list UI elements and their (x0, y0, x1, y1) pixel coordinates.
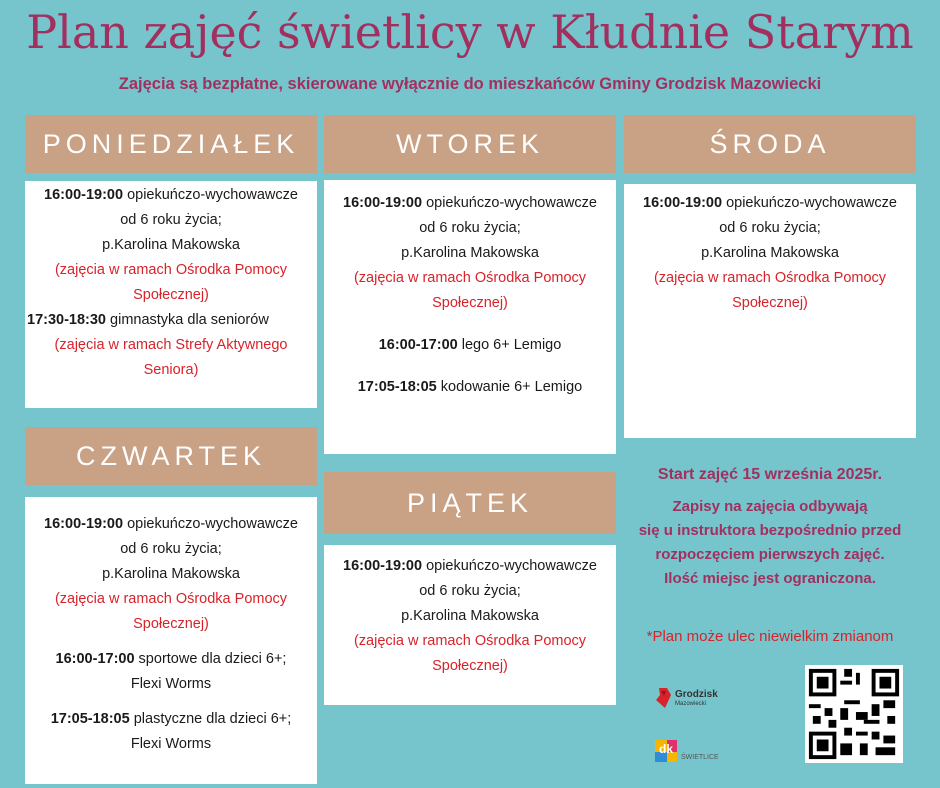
activity-text: opiekuńczo-wychowawcze (422, 558, 597, 574)
program-note: Społecznej) (133, 287, 209, 303)
day-header-thursday (25, 427, 317, 485)
day-header-friday (324, 472, 616, 534)
page-title: Plan zajęć świetlicy w Kłudnie Starym (26, 5, 914, 59)
program-note: (zajęcia w ramach Ośrodka Pomocy (353, 270, 587, 286)
qr-code-image (805, 665, 903, 763)
schedule-entry (324, 375, 616, 400)
logo-text: Grodzisk (675, 689, 718, 700)
activity-text: opiekuńczo-wychowawcze (722, 195, 897, 211)
grodzisk-logo (653, 686, 733, 712)
activity-text: opiekuńczo-wychowawcze (422, 195, 597, 211)
program-note: Społecznej) (133, 616, 209, 632)
start-date-text: Start zajęć 15 września 2025r. (657, 466, 883, 483)
logo-subtext: Mazowiecki (675, 701, 707, 707)
teacher-text: p.Karolina Makowska (102, 566, 240, 582)
time-slot: 17:05-18:05 (50, 711, 130, 727)
schedule-entry (25, 707, 317, 732)
time-slot: 16:00-17:00 (55, 651, 135, 667)
age-text: od 6 roku życia; (419, 220, 521, 236)
age-text: od 6 roku życia; (719, 220, 821, 236)
time-slot: 16:00-19:00 (44, 516, 124, 532)
instructor-text: Flexi Worms (130, 736, 212, 752)
schedule-entry (25, 308, 317, 333)
day-header-monday (25, 115, 317, 173)
schedule-card-friday (324, 545, 616, 705)
signup-line: Ilość miejsc jest ograniczona. (664, 570, 876, 587)
time-slot: 17:30-18:30 (27, 312, 106, 328)
program-note: (zajęcia w ramach Ośrodka Pomocy (353, 633, 587, 649)
signup-info (624, 495, 916, 591)
program-note: (zajęcia w ramach Ośrodka Pomocy (653, 270, 887, 286)
activity-text: gimnastyka dla seniorów (106, 312, 269, 328)
teacher-text: p.Karolina Makowska (401, 245, 539, 261)
activity-text: sportowe dla dzieci 6+; (134, 651, 287, 667)
page-subtitle: Zajęcia są bezpłatne, skierowane wyłącznie do mieszkańców Gminy Grodzisk Mazowiecki (118, 75, 822, 93)
schedule-entry (25, 647, 317, 672)
teacher-text: p.Karolina Makowska (701, 245, 839, 261)
activity-text: plastyczne dla dzieci 6+; (129, 711, 292, 727)
qr-code (805, 665, 903, 763)
program-note: Seniora) (143, 362, 199, 378)
signup-line: rozpoczęciem pierwszych zajęć. (655, 546, 885, 563)
age-text: od 6 roku życia; (419, 583, 521, 599)
teacher-text: p.Karolina Makowska (401, 608, 539, 624)
schedule-entry (25, 183, 317, 208)
schedule-card-tuesday (324, 180, 616, 454)
program-note: (zajęcia w ramach Ośrodka Pomocy (54, 262, 288, 278)
time-slot: 16:00-19:00 (343, 558, 423, 574)
schedule-entry (324, 191, 616, 216)
activity-text: kodowanie 6+ Lemigo (436, 379, 583, 395)
program-note: (zajęcia w ramach Ośrodka Pomocy (54, 591, 288, 607)
day-label: CZWARTEK (75, 440, 266, 471)
schedule-entry (624, 191, 916, 216)
day-label: PONIEDZIAŁEK (42, 128, 300, 159)
time-slot: 16:00-19:00 (44, 187, 124, 203)
disclaimer-note: *Plan może ulec niewielkim zmianom (646, 628, 894, 645)
time-slot: 16:00-19:00 (643, 195, 723, 211)
program-note: Społecznej) (432, 295, 508, 311)
signup-line: się u instruktora bezpośrednio przed (638, 522, 902, 539)
age-text: od 6 roku życia; (120, 541, 222, 557)
program-note: Społecznej) (732, 295, 808, 311)
activity-text: opiekuńczo-wychowawcze (123, 516, 298, 532)
day-label: WTOREK (395, 128, 544, 159)
day-label: PIĄTEK (406, 487, 534, 518)
logo-text: ŚWIETLICE (681, 754, 719, 761)
activity-text: opiekuńczo-wychowawcze (123, 187, 298, 203)
age-text: od 6 roku życia; (120, 212, 222, 228)
schedule-entry (324, 333, 616, 358)
program-note: Społecznej) (432, 658, 508, 674)
schedule-entry (324, 554, 616, 579)
day-header-wednesday (624, 115, 916, 173)
schedule-card-thursday (25, 497, 317, 784)
logo-mark-text: dk (659, 742, 674, 756)
day-header-tuesday (324, 115, 616, 173)
program-note: (zajęcia w ramach Strefy Aktywnego (54, 337, 288, 353)
time-slot: 17:05-18:05 (357, 379, 437, 395)
instructor-text: Flexi Worms (130, 676, 212, 692)
time-slot: 16:00-17:00 (378, 337, 458, 353)
time-slot: 16:00-19:00 (343, 195, 423, 211)
schedule-card-wednesday (624, 184, 916, 438)
schedule-card-monday (25, 181, 317, 408)
swietlice-logo (653, 738, 733, 768)
schedule-entry (25, 512, 317, 537)
day-label: ŚRODA (709, 128, 831, 159)
teacher-text: p.Karolina Makowska (102, 237, 240, 253)
activity-text: lego 6+ Lemigo (457, 337, 562, 353)
signup-line: Zapisy na zajęcia odbywają (672, 498, 868, 515)
